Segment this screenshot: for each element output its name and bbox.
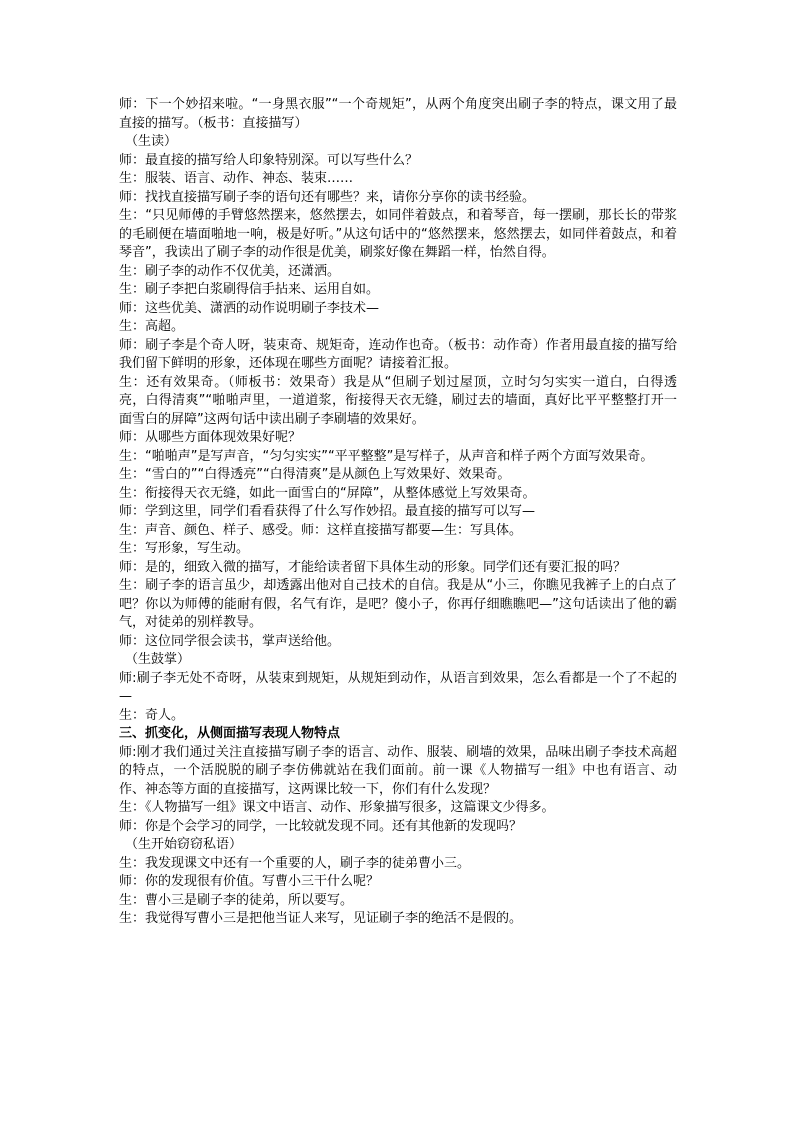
- paragraph: 师：下一个妙招来啦。“一身黑衣服”“一个奇规矩”，从两个角度突出刷子李的特点，课文用了最直接的描写。（板书：直接描写）: [119, 97, 677, 131]
- paragraph: 师：刷子李是个奇人呀，装束奇、规矩奇，连动作也奇。（板书：动作奇）作者用最直接的描写给我们留下鲜明的形象，还体现在哪些方面呢？请接着汇报。: [119, 337, 677, 371]
- paragraph: 师：是的，细致入微的描写，才能给读者留下具体生动的形象。同学们还有要汇报的吗？: [119, 559, 627, 575]
- paragraph: 生：服装、语言、动作、神态、装束……: [119, 171, 354, 186]
- paragraph: 师：这些优美、潇洒的动作说明刷子李技术—: [119, 300, 380, 316]
- paragraph: 生：“只见师傅的手臂悠然摆来，悠然摆去，如同伴着鼓点，和着琴音，每一摆刷，那长长的带浆的毛刷便在墙面啪地一响，极是好听。”从这句话中的“悠然摆来，悠然摆去，如同伴着鼓点，和着琴音”，我读出了刷子李的动作很是优美，刷浆好像在舞蹈一样，怡然自得。: [119, 208, 677, 260]
- paragraph: （生鼓掌）: [125, 652, 191, 667]
- paragraph: 师：找找直接描写刷子李的语句还有哪些？来，请你分享你的读书经验。: [119, 189, 536, 205]
- paragraph: （生读）: [125, 134, 178, 149]
- paragraph: 生：高超。: [119, 319, 185, 334]
- paragraph: 生：还有效果奇。（师板书：效果奇）我是从“但刷子划过屋顶，立时匀匀实实一道白，白得透亮，白得清爽”“啪啪声里，一道道浆，衔接得天衣无缝，刷过去的墙面，真好比平平整整打开一面雪白的屏障”这两句话中读出刷子李刷墙的效果好。: [119, 374, 677, 427]
- paragraph: 师：这位同学很会读书，掌声送给他。: [119, 633, 341, 649]
- paragraph: 生：衔接得天衣无缝，如此一面雪白的“屏障”，从整体感觉上写效果奇。: [119, 485, 536, 501]
- paragraph: 师：你是个会学习的同学，一比较就发现不同。还有其他新的发现吗？: [119, 818, 523, 834]
- paragraph: 生：写形象，写生动。: [119, 541, 250, 556]
- paragraph: （生开始窃窃私语）: [125, 837, 243, 852]
- paragraph: 生：曹小三是刷子李的徒弟，所以要写。: [119, 892, 354, 908]
- paragraph: 师：学到这里，同学们看看获得了什么写作妙招。最直接的描写可以写—: [119, 504, 536, 519]
- paragraph: 师:刷子李无处不奇呀，从装束到规矩，从规矩到动作，从语言到效果，怎么看都是一个了不起的—: [119, 670, 677, 704]
- paragraph: 生：奇人。: [119, 707, 185, 723]
- paragraph: 师：从哪些方面体现效果好呢？: [119, 430, 302, 445]
- paragraph: 师：最直接的描写给人印象特别深。可以写些什么？: [119, 152, 419, 168]
- paragraph: 生：刷子李把白浆刷得信手拈来、运用自如。: [119, 282, 380, 297]
- paragraph: 生：“啪啪声”是写声音，“匀匀实实”“平平整整”是写样子，从声音和样子两个方面写效果奇。: [119, 448, 654, 464]
- paragraph: 师:刚才我们通过关注直接描写刷子李的语言、动作、服装、刷墙的效果，品味出刷子李技术高超的特点，一个活脱脱的刷子李仿佛就站在我们面前。前一课《人物描写一组》中也有语言、动作、神态等方面的直接描写，这两课比较一下，你们有什么发现？: [119, 744, 677, 797]
- document-body: [119, 96, 677, 929]
- paragraph: 生：声音、颜色、样子、感受。师：这样直接描写都要—生：写具体。: [119, 522, 523, 538]
- paragraph: 生：《人物描写一组》课文中语言、动作、形象描写很多，这篇课文少得多。: [119, 800, 555, 815]
- paragraph: 生：刷子李的动作不仅优美，还潇洒。: [119, 263, 341, 279]
- paragraph: 生：我觉得写曹小三是把他当证人来写，见证刷子李的绝活不是假的。: [119, 911, 523, 926]
- paragraph: 生：“雪白的”“白得透亮”“白得清爽”是从颜色上写效果好、效果奇。: [119, 467, 511, 482]
- paragraph: 师：你的发现很有价值。写曹小三干什么呢？: [119, 874, 380, 889]
- section-heading: 三、抓变化，从侧面描写表现人物特点: [119, 726, 341, 741]
- paragraph: 生：我发现课文中还有一个重要的人，刷子李的徒弟曹小三。: [119, 855, 471, 871]
- paragraph: 生：刷子李的语言虽少，却透露出他对自己技术的自信。我是从“小三，你瞧见我裤子上的白点了吧？你以为师傅的能耐有假，名气有诈，是吧？傻小子，你再仔细瞧瞧吧—”这句话读出了他的霸气，对徒弟的别样教导。: [119, 578, 677, 630]
